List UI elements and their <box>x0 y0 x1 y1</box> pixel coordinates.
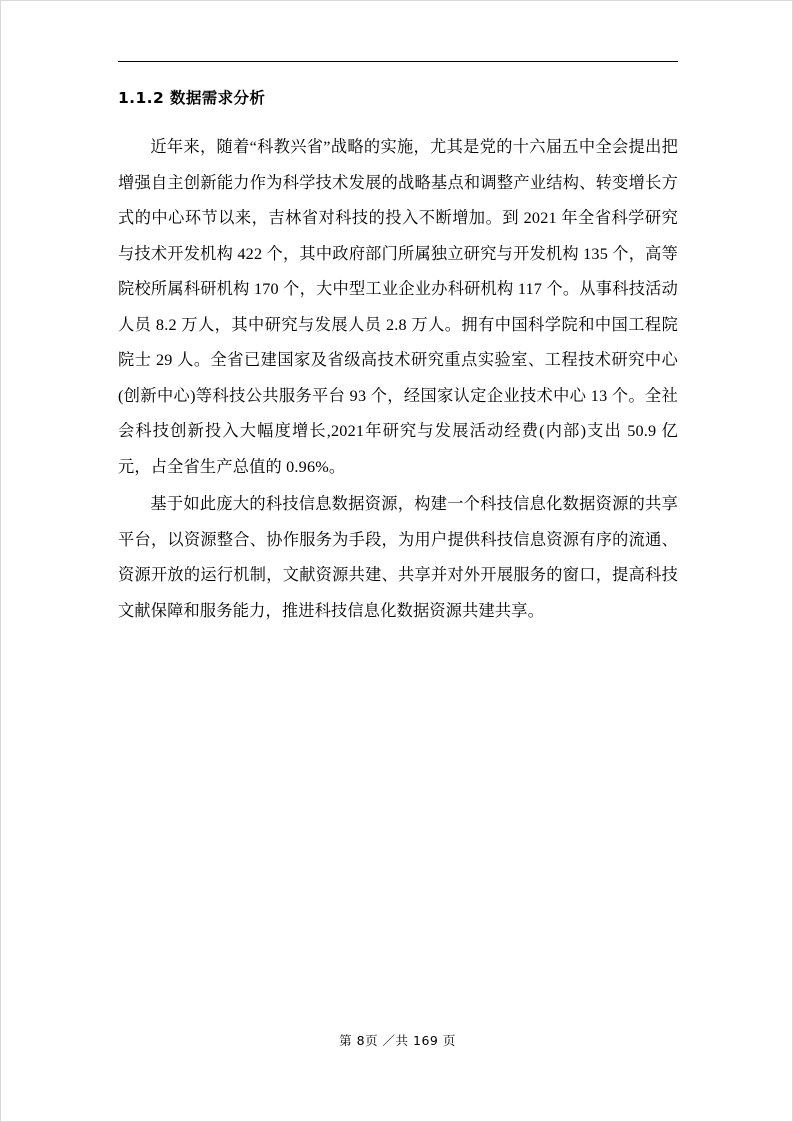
body-paragraph-1: 近年来，随着“科教兴省”战略的实施，尤其是党的十六届五中全会提出把增强自主创新能力作为科学技术发展的战略基点和调整产业结构、转变增长方式的中心环节以来，吉林省对科技的投入不断增加。到 2021 年全省科学研究与技术开发机构 422 个，其中政府部门所属独立研究与开发机构 135 个，高等院校所属科研机构 170 个，大中型工业企业办科研机构 117 个。从事科技活动人员 8.2 万人，其中研究与发展人员 2.8 万人。拥有中国科学院和中国工程院院士 29 人。全省已建国家及省级高技术研究重点实验室、工程技术研究中心(创新中心)等科技公共服务平台 93 个，经国家认定企业技术中心 13 个。全社会科技创新投入大幅度增长,2021年研究与发展活动经费(内部)支出 50.9 亿元，占全省生产总值的 0.96%。 <box>118 138 678 476</box>
body-paragraph-2: 基于如此庞大的科技信息数据资源，构建一个科技信息化数据资源的共享平台，以资源整合、协作服务为手段，为用户提供科技信息资源有序的流通、资源开放的运行机制，文献资源共建、共享并对外开展服务的窗口，提高科技文献保障和服务能力，推进科技信息化数据资源共建共享。 <box>118 495 678 620</box>
section-heading: 1.1.2 数据需求分析 <box>118 89 266 107</box>
page-footer: 第 8页 ／共 169 页 <box>339 1033 456 1048</box>
page-content <box>118 61 678 631</box>
header-divider <box>118 61 678 62</box>
